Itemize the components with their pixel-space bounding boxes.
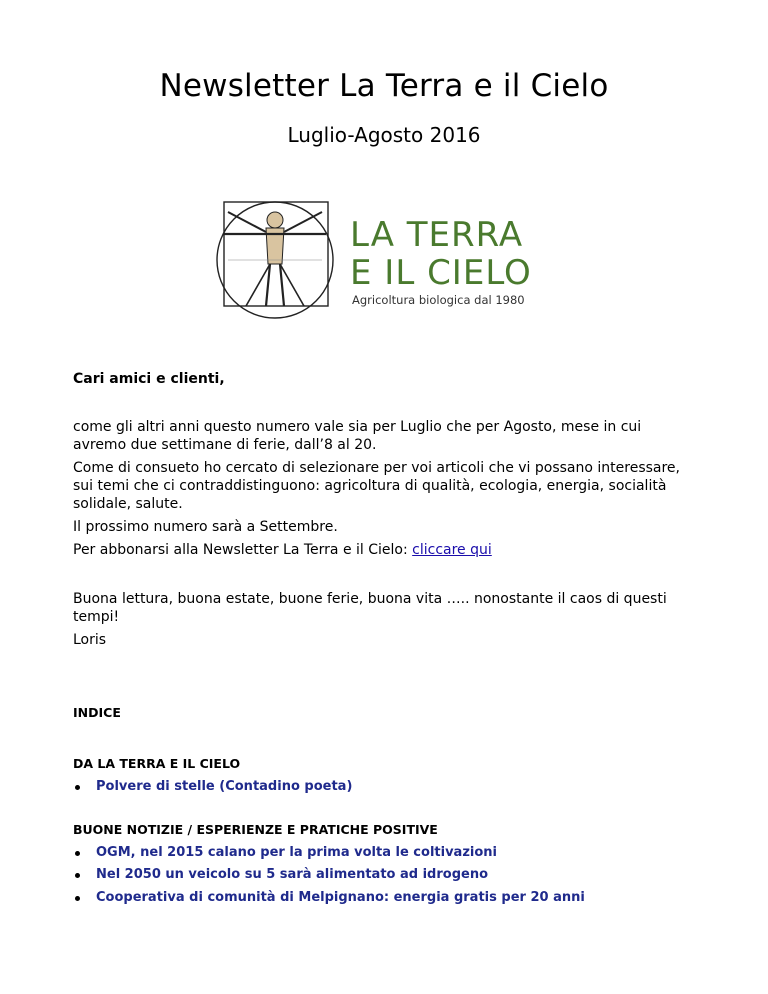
subscribe-link[interactable]: cliccare qui [412,542,492,558]
greeting: Cari amici e clienti, [73,371,225,387]
signature: Loris [73,632,107,648]
subscribe-text: Per abbonarsi alla Newsletter La Terra e il Cielo: [73,542,413,558]
index-section-title: DA LA TERRA E IL CIELO [73,756,241,771]
logo-tagline: Agricoltura biologica dal 1980 [352,293,525,307]
index-item-link[interactable]: Nel 2050 un veicolo su 5 sarà alimentato ad idrogeno [96,867,489,882]
intro-paragraph-1: come gli altri anni questo numero vale sia per Luglio che per Agosto, mese in cui avremo due settimane di ferie, dall’8 al 20. [73,419,642,453]
index-item[interactable] [73,844,713,862]
bullet-icon [75,785,80,790]
logo-name-line1: LA TERRA [350,215,524,255]
logo [208,198,561,320]
index-item-link[interactable]: Polvere di stelle (Contadino poeta) [96,779,353,794]
page-subtitle: Luglio-Agosto 2016 [287,123,481,147]
index-item[interactable] [73,866,713,884]
vitruvian-man-icon [208,198,342,320]
bullet-icon [75,851,80,856]
bullet-icon [75,896,80,901]
logo-name [350,216,560,292]
page-title: Newsletter La Terra e il Cielo [159,68,609,104]
index-item[interactable] [73,778,713,796]
logo-name-line2: E IL CIELO [350,253,532,293]
subscribe-line [73,541,693,559]
index-section-title: BUONE NOTIZIE / ESPERIENZE E PRATICHE POSITIVE [73,822,438,837]
index-item[interactable] [73,889,713,907]
index-heading: INDICE [73,705,121,720]
index-item-link[interactable]: OGM, nel 2015 calano per la prima volta le coltivazioni [96,845,497,860]
closing-text: Buona lettura, buona estate, buone ferie, buona vita ….. nonostante il caos di questi tempi! [73,591,667,625]
intro-paragraph-3: Il prossimo numero sarà a Settembre. [73,519,338,535]
bullet-icon [75,873,80,878]
index-item-link[interactable]: Cooperativa di comunità di Melpignano: energia gratis per 20 anni [96,890,585,905]
intro-paragraph-2: Come di consueto ho cercato di selezionare per voi articoli che vi possano interessare, sui temi che ci contraddistinguono: agricoltura di qualità, ecologia, energia, socialità solidale, salute. [73,460,680,512]
